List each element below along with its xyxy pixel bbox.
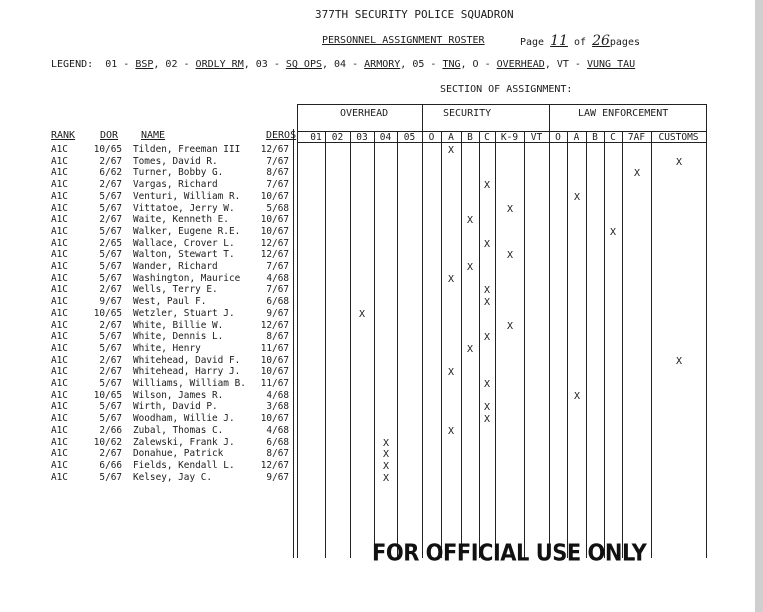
- legend-name: VUNG TAU: [586, 59, 636, 70]
- page-label: Page: [520, 37, 545, 48]
- cell-name: Venturi, William R.: [133, 191, 241, 202]
- assignment-mark: X: [383, 438, 390, 449]
- cell-deros: 9/67: [266, 308, 289, 319]
- cell-rank: A1C: [51, 413, 68, 424]
- cell-dor: 5/67: [99, 401, 122, 412]
- cell-rank: A1C: [51, 226, 68, 237]
- cell-dor: 2/67: [99, 355, 122, 366]
- cell-name: Tomes, David R.: [133, 156, 218, 167]
- assignment-mark: X: [467, 262, 474, 273]
- cell-name: Zubal, Thomas C.: [133, 425, 224, 436]
- col-assign: 03: [356, 132, 368, 143]
- cell-rank: A1C: [51, 460, 68, 471]
- col-assign: 01: [310, 132, 322, 143]
- cell-name: Woodham, Willie J.: [133, 413, 235, 424]
- assignment-mark: X: [359, 309, 366, 320]
- cell-name: West, Paul F.: [133, 296, 207, 307]
- cell-rank: A1C: [51, 401, 68, 412]
- cell-deros: 7/67: [266, 179, 289, 190]
- col-assign: C: [484, 132, 490, 143]
- assignment-mark: X: [574, 192, 581, 203]
- group-overhead: OVERHEAD: [340, 108, 389, 119]
- cell-dor: 5/67: [99, 343, 122, 354]
- grid-left-edge: [297, 104, 298, 558]
- cell-deros: 8/67: [266, 167, 289, 178]
- column-divider: [586, 131, 587, 558]
- assignment-mark: X: [507, 204, 514, 215]
- cell-deros: 7/67: [266, 156, 289, 167]
- cell-rank: A1C: [51, 273, 68, 284]
- cell-dor: 10/65: [93, 390, 122, 401]
- pages-label: pages: [609, 37, 640, 48]
- cell-deros: 8/67: [266, 331, 289, 342]
- cell-name: Walker, Eugene R.E.: [133, 226, 241, 237]
- cell-deros: 12/67: [260, 144, 289, 155]
- cell-deros: 11/67: [260, 343, 289, 354]
- assignment-mark: X: [676, 356, 683, 367]
- col-assign: 7AF: [627, 132, 646, 143]
- cell-deros: 10/67: [260, 413, 289, 424]
- cell-name: Vargas, Richard: [133, 179, 218, 190]
- cell-dor: 2/67: [99, 284, 122, 295]
- cell-name: White, Dennis L.: [133, 331, 224, 342]
- assignment-mark: X: [448, 145, 455, 156]
- page-number: 11: [550, 33, 568, 49]
- cell-dor: 5/67: [99, 331, 122, 342]
- legend-name: BSP: [135, 59, 154, 70]
- assignment-mark: X: [676, 157, 683, 168]
- col-assign: O: [428, 132, 435, 143]
- cell-deros: 5/68: [266, 203, 289, 214]
- cell-rank: A1C: [51, 343, 68, 354]
- cell-rank: A1C: [51, 366, 68, 377]
- cell-dor: 2/66: [99, 425, 122, 436]
- column-divider: [325, 131, 326, 558]
- cell-name: Zalewski, Frank J.: [133, 437, 235, 448]
- cell-deros: 10/67: [260, 191, 289, 202]
- cell-dor: 5/67: [99, 249, 122, 260]
- cell-dor: 2/67: [99, 179, 122, 190]
- legend-name: ARMORY: [364, 59, 401, 70]
- cell-dor: 2/67: [99, 448, 122, 459]
- cell-name: White, Henry: [133, 343, 201, 354]
- cell-dor: 5/67: [99, 226, 122, 237]
- legend-code: , 05 -: [400, 59, 437, 70]
- assignment-mark: X: [467, 215, 474, 226]
- cell-deros: 12/67: [260, 238, 289, 249]
- cell-deros: 10/67: [260, 214, 289, 225]
- column-divider: [441, 131, 442, 558]
- cell-rank: A1C: [51, 261, 68, 272]
- col-assign: A: [448, 132, 454, 143]
- cell-dor: 5/67: [99, 472, 122, 483]
- assignment-mark: X: [448, 367, 455, 378]
- column-divider: [604, 131, 605, 558]
- cell-name: Waite, Kenneth E.: [133, 214, 229, 225]
- assignment-mark: X: [484, 297, 491, 308]
- cell-rank: A1C: [51, 448, 68, 459]
- legend: [51, 59, 635, 71]
- page-indicator: [520, 35, 640, 49]
- assignment-mark: X: [383, 473, 390, 484]
- column-divider: [397, 131, 398, 558]
- legend-code: , 03 -: [243, 59, 280, 70]
- assignment-mark: X: [484, 414, 491, 425]
- assignment-mark: X: [507, 250, 514, 261]
- cell-deros: 12/67: [260, 460, 289, 471]
- col-dor: DOR: [100, 130, 119, 141]
- grid-left-edge-inner: [293, 129, 294, 558]
- cell-rank: A1C: [51, 179, 68, 190]
- cell-dor: 5/67: [99, 413, 122, 424]
- cell-rank: A1C: [51, 249, 68, 260]
- assignment-mark: X: [507, 321, 514, 332]
- cell-deros: 4/68: [266, 425, 289, 436]
- cell-name: Vittatoe, Jerry W.: [133, 203, 235, 214]
- cell-rank: A1C: [51, 203, 68, 214]
- cell-deros: 6/68: [266, 437, 289, 448]
- column-divider: [622, 131, 623, 558]
- cell-dor: 5/67: [99, 378, 122, 389]
- column-divider: [479, 131, 480, 558]
- col-assign: 04: [379, 132, 392, 143]
- cell-deros: 12/67: [260, 320, 289, 331]
- cell-name: Whitehead, David F.: [133, 355, 241, 366]
- cell-name: Wilson, James R.: [133, 390, 224, 401]
- cell-name: Turner, Bobby G.: [133, 167, 224, 178]
- cell-dor: 5/67: [99, 191, 122, 202]
- cell-name: Wirth, David P.: [133, 401, 218, 412]
- column-divider: [651, 131, 652, 558]
- cell-dor: 2/67: [99, 156, 122, 167]
- column-divider: [495, 131, 496, 558]
- cell-rank: A1C: [51, 425, 68, 436]
- legend-code: , O -: [460, 59, 491, 70]
- assignment-mark: X: [484, 332, 491, 343]
- col-rank: RANK: [51, 130, 76, 141]
- cell-name: Wells, Terry E.: [133, 284, 218, 295]
- cell-deros: 3/68: [266, 401, 289, 412]
- roster-title: PERSONNEL ASSIGNMENT ROSTER: [322, 35, 485, 46]
- cell-deros: 12/67: [260, 249, 289, 260]
- column-divider: [374, 131, 375, 558]
- legend-label: LEGEND:: [51, 59, 94, 70]
- cell-name: Donahue, Patrick: [133, 448, 224, 459]
- section-label: SECTION OF ASSIGNMENT:: [440, 84, 573, 95]
- cell-rank: A1C: [51, 308, 68, 319]
- assignment-mark: X: [467, 344, 474, 355]
- assignment-mark: X: [484, 180, 491, 191]
- scan-edge: [755, 0, 763, 612]
- cell-deros: 4/68: [266, 273, 289, 284]
- cell-dor: 2/67: [99, 366, 122, 377]
- cell-dor: 2/67: [99, 214, 122, 225]
- column-divider: [567, 131, 568, 558]
- assignment-mark: X: [484, 402, 491, 413]
- col-assign: B: [592, 132, 598, 143]
- page-total: 26: [592, 33, 610, 49]
- cell-dor: 5/67: [99, 273, 122, 284]
- col-assign: O: [555, 132, 561, 143]
- official-use-stamp: FOR OFFICIAL USE ONLY: [372, 539, 647, 567]
- column-divider: [461, 131, 462, 558]
- assignment-mark: X: [484, 379, 491, 390]
- assignment-mark: X: [383, 449, 390, 460]
- cell-deros: 9/67: [266, 472, 289, 483]
- cell-dor: 5/67: [99, 261, 122, 272]
- col-assign: K-9: [500, 132, 519, 143]
- col-assign: B: [467, 132, 473, 143]
- cell-rank: A1C: [51, 191, 68, 202]
- assignment-mark: X: [383, 461, 390, 472]
- column-divider: [422, 131, 423, 558]
- legend-code: , VT -: [544, 59, 581, 70]
- cell-deros: 10/67: [260, 226, 289, 237]
- assignment-mark: X: [634, 168, 641, 179]
- col-assign: VT: [530, 132, 543, 143]
- cell-name: Wander, Richard: [133, 261, 218, 272]
- cell-deros: 10/67: [260, 366, 289, 377]
- assignment-mark: X: [484, 285, 491, 296]
- legend-name: SQ OPS: [285, 59, 322, 70]
- group-security: SECURITY: [443, 108, 492, 119]
- cell-dor: 10/62: [93, 437, 122, 448]
- legend-code: , 02 -: [153, 59, 190, 70]
- cell-rank: A1C: [51, 320, 68, 331]
- grid-right-edge: [706, 104, 707, 558]
- cell-rank: A1C: [51, 156, 68, 167]
- cell-name: White, Billie W.: [133, 320, 224, 331]
- cell-rank: A1C: [51, 331, 68, 342]
- assignment-mark: X: [610, 227, 617, 238]
- cell-dor: 10/65: [93, 144, 122, 155]
- col-name: NAME: [141, 130, 166, 141]
- unit-title: 377TH SECURITY POLICE SQUADRON: [315, 8, 514, 21]
- legend-name: OVERHEAD: [496, 59, 545, 70]
- cell-name: Wetzler, Stuart J.: [133, 308, 235, 319]
- cell-rank: A1C: [51, 355, 68, 366]
- grid-top-line: [297, 104, 706, 105]
- cell-rank: A1C: [51, 238, 68, 249]
- cell-deros: 7/67: [266, 284, 289, 295]
- cell-rank: A1C: [51, 390, 68, 401]
- cell-dor: 6/66: [99, 460, 122, 471]
- cell-rank: A1C: [51, 214, 68, 225]
- cell-dor: 9/67: [99, 296, 122, 307]
- col-assign: A: [573, 132, 580, 143]
- cell-rank: A1C: [51, 296, 68, 307]
- legend-name: ORDLY RM: [195, 59, 244, 70]
- column-divider: [549, 131, 550, 558]
- assignment-mark: X: [484, 239, 491, 250]
- assignment-mark: X: [574, 391, 581, 402]
- cell-deros: 7/67: [266, 261, 289, 272]
- cell-rank: A1C: [51, 167, 68, 178]
- cell-deros: 4/68: [266, 390, 289, 401]
- cell-deros: 11/67: [260, 378, 289, 389]
- col-assign: C: [610, 132, 616, 143]
- cell-rank: A1C: [51, 284, 68, 295]
- cell-name: Fields, Kendall L.: [133, 460, 235, 471]
- cell-name: Walton, Stewart T.: [133, 249, 235, 260]
- cell-dor: 10/65: [93, 308, 122, 319]
- cell-dor: 5/67: [99, 203, 122, 214]
- cell-name: Kelsey, Jay C.: [133, 472, 213, 483]
- cell-dor: 2/67: [99, 320, 122, 331]
- cell-deros: 10/67: [260, 355, 289, 366]
- of-label: of: [573, 37, 587, 48]
- col-assign: CUSTOMS: [658, 132, 699, 143]
- legend-name: TNG: [442, 59, 461, 70]
- cell-name: Whitehead, Harry J.: [133, 366, 241, 377]
- cell-name: Williams, William B.: [133, 378, 246, 389]
- assignment-mark: X: [448, 274, 455, 285]
- col-deros: DEROS: [266, 130, 297, 141]
- group-law-enforcement: LAW ENFORCEMENT: [578, 108, 669, 119]
- cell-deros: 8/67: [266, 448, 289, 459]
- cell-dor: 6/62: [99, 167, 122, 178]
- cell-rank: A1C: [51, 437, 68, 448]
- cell-name: Washington, Maurice: [133, 273, 241, 284]
- cell-name: Tilden, Freeman III: [133, 144, 241, 155]
- cell-rank: A1C: [51, 144, 68, 155]
- legend-code: 01 -: [105, 59, 130, 70]
- column-divider: [350, 131, 351, 558]
- assignment-mark: X: [448, 426, 455, 437]
- col-assign: 02: [331, 132, 344, 143]
- cell-deros: 6/68: [266, 296, 289, 307]
- cell-rank: A1C: [51, 472, 68, 483]
- column-divider: [524, 131, 525, 558]
- cell-rank: A1C: [51, 378, 68, 389]
- cell-name: Wallace, Crover L.: [133, 238, 235, 249]
- cell-dor: 2/65: [99, 238, 122, 249]
- col-assign: 05: [403, 132, 416, 143]
- legend-code: , 04 -: [322, 59, 359, 70]
